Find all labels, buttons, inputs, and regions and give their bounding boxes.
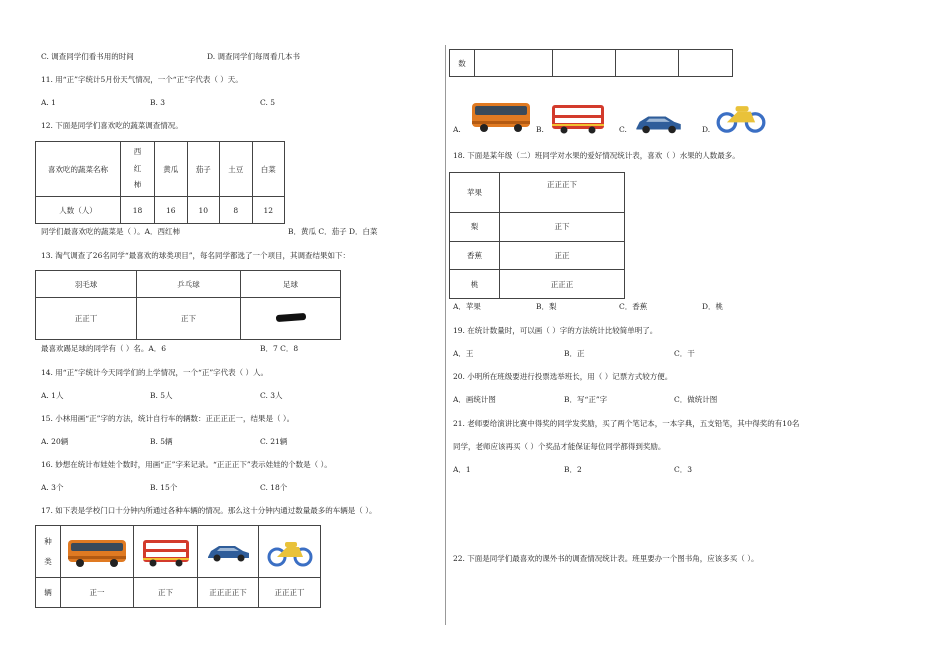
q18-fruit-cell: 香蕉	[450, 241, 500, 270]
q18-tally-text: 正正正下	[547, 180, 577, 189]
q17-motorcycle-cell	[259, 526, 321, 578]
q12-value-cell: 18	[121, 197, 155, 224]
q14-option-c: C. 3人	[260, 391, 283, 400]
q14-stem: 14. 用“正”字统计今天同学们的上学情况，一个“正”字代表（ ）人。	[41, 368, 269, 377]
q12-question: 同学们最喜欢吃的蔬菜是（ ）。A．西红柿	[41, 227, 181, 236]
q18-option-d: D．桃	[702, 302, 724, 311]
q17-cont-empty-cell	[616, 50, 679, 77]
q21-option-c: C．3	[674, 465, 693, 474]
option-d-motorcycle-icon	[716, 100, 766, 134]
q18-tally-cell: 正正	[500, 241, 625, 270]
q13-header-cell: 足球	[241, 271, 341, 298]
q22-stem: 22. 下面是同学们最喜欢的课外书的调查情况统计表。班里要办一个图书角，应该多买（ ）。	[453, 554, 759, 563]
q18-fruit-cell: 梨	[450, 213, 500, 242]
q12-vegetable-table	[35, 141, 285, 224]
q12-stem: 12. 下面是同学们喜欢吃的蔬菜调查情况。	[41, 121, 183, 130]
q17-kind-label-cell	[36, 526, 61, 578]
option-b-double-decker-bus-icon	[550, 102, 606, 134]
q15-stem: 15. 小林用画“正”字的方法，统计自行车的辆数：正正正正一，结果是（ ）。	[41, 414, 295, 423]
q18-fruit-table	[449, 172, 625, 299]
q13-tally-cell: 正下	[137, 298, 241, 340]
q12-row-label: 人数（人）	[36, 197, 121, 224]
q17-tally-cell: 正下	[134, 578, 198, 608]
q17-stem: 17. 如下表是学校门口十分钟内所通过各种车辆的情况。那么这十分钟内通过数量最多的车辆是（ ）。	[41, 506, 377, 515]
q12-value-cell: 12	[252, 197, 285, 224]
q10-option-c: C. 调查同学们看书用的时间	[41, 52, 134, 61]
q12-header-cell: 白菜	[252, 142, 285, 197]
q11-option-a: A. 1	[41, 98, 56, 107]
q17-car-cell	[198, 526, 259, 578]
q13-question: 最喜欢踢足球的同学有（ ）名。A．6	[41, 344, 167, 353]
q17-option-d: D.	[702, 125, 711, 134]
q12-header-cell	[121, 142, 155, 197]
q12-value-cell: 16	[155, 197, 188, 224]
q17-option-a: A.	[453, 125, 461, 134]
q17-continued-table	[449, 49, 733, 77]
car-icon	[205, 540, 251, 564]
q15-option-b: B. 5辆	[150, 437, 173, 446]
q17-cont-row-label: 数	[450, 50, 475, 77]
q18-fruit-cell: 苹果	[450, 173, 500, 213]
q14-option-b: B. 5人	[150, 391, 173, 400]
q19-option-c: C．干	[674, 349, 695, 358]
q18-option-c: C．香蕉	[619, 302, 648, 311]
q17-cont-empty-cell	[553, 50, 616, 77]
bus-icon	[66, 536, 128, 568]
q17-tally-cell: 正正正正下	[198, 578, 259, 608]
q17-cont-empty-cell	[475, 50, 553, 77]
q21-option-a: A．1	[453, 465, 471, 474]
q19-stem: 19. 在统计数量时，可以画（ ）字的方法统计比较简单明了。	[453, 326, 658, 335]
q13-stem: 13. 淘气调查了26名同学“最喜欢的球类项目”，每名同学都选了一个项目，其调查结果如下：	[41, 251, 351, 260]
q13-redacted-cell	[241, 298, 341, 340]
q12-options-tail: B．黄瓜 C．茄子 D．白菜	[288, 227, 378, 236]
q17-kind-label: 种类	[44, 537, 52, 566]
motorcycle-icon	[267, 537, 313, 567]
q13-tally-cell: 正正丅	[36, 298, 137, 340]
q18-fruit-cell: 桃	[450, 270, 500, 299]
q13-header-cell: 乒乓球	[137, 271, 241, 298]
option-a-bus-icon	[470, 98, 532, 134]
q17-double-decker-cell	[134, 526, 198, 578]
q17-count-label: 辆	[36, 578, 61, 608]
option-c-car-icon	[632, 110, 684, 136]
q16-option-c: C. 18个	[260, 483, 288, 492]
q13-ball-table	[35, 270, 341, 340]
q17-cont-empty-cell	[679, 50, 733, 77]
q20-stem: 20. 小明所在班级要进行投票选举班长，用（ ）记票方式较方便。	[453, 372, 673, 381]
q20-option-b: B．写“正”字	[564, 395, 608, 404]
q16-option-a: A. 3个	[41, 483, 64, 492]
q12-header-cell: 土豆	[220, 142, 253, 197]
q19-option-b: B．正	[564, 349, 585, 358]
q17-option-c: C.	[619, 125, 627, 134]
q20-option-a: A．画统计图	[453, 395, 496, 404]
q14-option-a: A. 1人	[41, 391, 64, 400]
q21-stem-line1: 21. 老师要给演讲比赛中得奖的同学发奖励，买了两个笔记本，一本字典，五支铅笔，其中得奖的有10名	[453, 419, 800, 428]
q12-header-cell: 茄子	[187, 142, 220, 197]
q12-header-text: 西红柿	[133, 147, 142, 190]
q17-option-b: B.	[536, 125, 544, 134]
q13-header-cell: 羽毛球	[36, 271, 137, 298]
double-decker-bus-icon	[141, 537, 191, 567]
q16-option-b: B. 15个	[150, 483, 178, 492]
q16-stem: 16. 妙想在统计布娃娃个数时，用画“正”字来记录。“正正正下”表示娃娃的个数是（ ）。	[41, 460, 332, 469]
q13-options-tail: B．7 C．8	[260, 344, 299, 353]
q10-option-d: D. 调查同学们每周看几本书	[207, 52, 301, 61]
q17-bus-cell	[61, 526, 134, 578]
q17-vehicle-table	[35, 525, 321, 608]
column-divider	[445, 45, 446, 625]
q18-option-b: B．梨	[536, 302, 557, 311]
q15-option-c: C. 21辆	[260, 437, 288, 446]
q12-value-cell: 8	[220, 197, 253, 224]
q18-option-a: A．苹果	[453, 302, 481, 311]
q18-tally-cell: 正正正	[500, 270, 625, 299]
q12-header-cell: 黄瓜	[155, 142, 188, 197]
q17-tally-cell: 正正正丅	[259, 578, 321, 608]
q21-option-b: B．2	[564, 465, 582, 474]
q18-tally-cell: 正下	[500, 213, 625, 242]
q18-tally-cell	[500, 173, 625, 213]
q12-header-cell: 喜欢吃的蔬菜名称	[36, 142, 121, 197]
q19-option-a: A．王	[453, 349, 474, 358]
q11-option-b: B. 3	[150, 98, 166, 107]
q12-value-cell: 10	[187, 197, 220, 224]
q21-stem-line2: 同学，老师应该再买（ ）个奖品才能保证每位同学都得到奖励。	[453, 442, 666, 451]
q20-option-c: C．做统计图	[674, 395, 718, 404]
q11-option-c: C. 5	[260, 98, 276, 107]
q18-stem: 18. 下面是某年级（二）班同学对水果的爱好情况统计表，喜欢（ ）水果的人数最多。	[453, 151, 740, 160]
q11-stem: 11. 用“正”字统计5月份天气情况，一个“正”字代表（ ）天。	[41, 75, 243, 84]
redaction-mark	[275, 313, 305, 322]
q15-option-a: A. 20辆	[41, 437, 69, 446]
q17-tally-cell: 正一	[61, 578, 134, 608]
